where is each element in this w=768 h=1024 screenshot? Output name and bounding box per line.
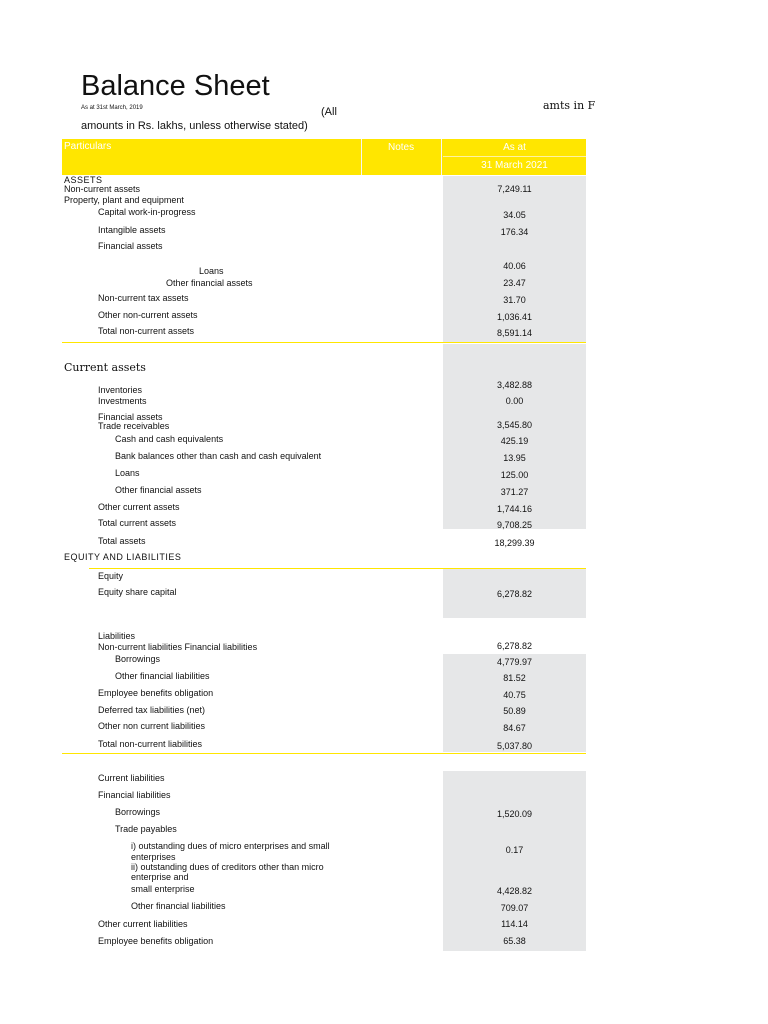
row-label: Capital work-in-progress (98, 207, 196, 217)
row-label: Total current assets (98, 518, 177, 528)
row-label: Other financial assets (115, 485, 202, 495)
row-label: Equity share capital (98, 587, 177, 597)
row-value: 371.27 (500, 487, 529, 497)
row-label: enterprise and (131, 872, 189, 882)
row-label: Other non current liabilities (98, 721, 206, 731)
row-label: Trade payables (115, 824, 177, 834)
row-label: Other current assets (98, 502, 180, 512)
row-value: 709.07 (500, 903, 529, 913)
row-value: 8,591.14 (496, 328, 533, 338)
row-label: Liabilities (98, 631, 136, 641)
row-label: Employee benefits obligation (98, 936, 214, 946)
row-value: 40.75 (503, 690, 526, 700)
section-equity-liabilities: EQUITY AND LIABILITIES (64, 552, 182, 562)
row-value: 3,482.88 (496, 380, 533, 390)
section-divider (89, 568, 586, 569)
header-divider (361, 139, 362, 175)
row-value: 50.89 (503, 706, 526, 716)
row-label: Total non-current assets (98, 326, 195, 336)
row-value: 4,779.97 (496, 657, 533, 667)
header-as-at: As at (503, 142, 526, 153)
row-label: Total assets (98, 536, 146, 546)
row-value: 84.67 (503, 723, 526, 733)
row-value: 6,278.82 (496, 589, 533, 599)
row-label: Financial assets (98, 241, 163, 251)
section-divider (62, 753, 586, 754)
row-label: small enterprise (131, 884, 195, 894)
amounts-right-note: amts in F (543, 99, 596, 112)
row-label: Borrowings (115, 807, 161, 817)
row-value: 31.70 (503, 295, 526, 305)
row-value: 65.38 (503, 936, 526, 946)
row-label: Current liabilities (98, 773, 165, 783)
row-label: Non-current assets (64, 184, 141, 194)
row-label: Non-current tax assets (98, 293, 189, 303)
row-label: Deferred tax liabilities (net) (98, 705, 206, 715)
row-value: 23.47 (503, 278, 526, 288)
header-divider (443, 156, 586, 157)
row-value: 81.52 (503, 673, 526, 683)
row-value: 1,520.09 (496, 809, 533, 819)
row-label: Loans (199, 266, 224, 276)
row-label: Other financial liabilities (115, 671, 210, 681)
row-value: 6,278.82 (496, 641, 533, 651)
row-value: 13.95 (503, 453, 526, 463)
row-value: 34.05 (503, 210, 526, 220)
row-label: Other financial assets (166, 278, 253, 288)
row-value: 1,744.16 (496, 504, 533, 514)
header-divider (441, 139, 442, 175)
row-value: 125.00 (500, 470, 529, 480)
section-current-assets: Current assets (64, 361, 146, 374)
row-value: 40.06 (503, 261, 526, 271)
row-label: Intangible assets (98, 225, 166, 235)
row-label: Financial assets (98, 412, 163, 422)
row-value: 1,036.41 (496, 312, 533, 322)
row-value: 18,299.39 (494, 538, 535, 548)
row-label: enterprises (131, 852, 176, 862)
row-label: Equity (98, 571, 124, 581)
row-label: Property, plant and equipment (64, 195, 184, 205)
row-label: Loans (115, 468, 140, 478)
row-value: 7,249.11 (497, 184, 532, 194)
row-value: 114.14 (501, 919, 528, 929)
row-value: 176.34 (500, 227, 529, 237)
row-value: 4,428.82 (496, 886, 533, 896)
row-label: i) outstanding dues of micro enterprises and small (131, 841, 330, 851)
page-title: Balance Sheet (81, 70, 270, 102)
header-notes: Notes (388, 142, 415, 153)
row-label: Other financial liabilities (131, 901, 226, 911)
section-divider (62, 342, 586, 343)
row-value: 9,708.25 (496, 520, 533, 530)
header-date: 31 March 2021 (481, 160, 548, 171)
row-value: 0.17 (505, 845, 524, 855)
all-amounts-paren: (All (321, 106, 337, 118)
section-assets: ASSETS (64, 175, 103, 185)
row-label: Trade receivables (98, 421, 170, 431)
row-label: Bank balances other than cash and cash equivalent (115, 451, 322, 461)
row-value: 0.00 (505, 396, 524, 406)
row-label: Borrowings (115, 654, 161, 664)
row-label: Investments (98, 396, 147, 406)
value-column-block (443, 654, 586, 752)
row-label: Inventories (98, 385, 143, 395)
row-label: Total non-current liabilities (98, 739, 203, 749)
row-value: 425.19 (500, 436, 529, 446)
as-at-date-note: As at 31st March, 2019 (81, 105, 143, 111)
amounts-unit-note: amounts in Rs. lakhs, unless otherwise stated) (81, 120, 308, 132)
row-value: 5,037.80 (496, 741, 533, 751)
row-label: Non-current liabilities Financial liabilities (98, 642, 258, 652)
header-particulars: Particulars (64, 141, 112, 152)
row-label: Other current liabilities (98, 919, 188, 929)
row-label: Cash and cash equivalents (115, 434, 224, 444)
row-label: ii) outstanding dues of creditors other than micro (131, 862, 324, 872)
row-value: 3,545.80 (496, 420, 533, 430)
row-label: Employee benefits obligation (98, 688, 214, 698)
row-label: Financial liabilities (98, 790, 171, 800)
row-label: Other non-current assets (98, 310, 198, 320)
